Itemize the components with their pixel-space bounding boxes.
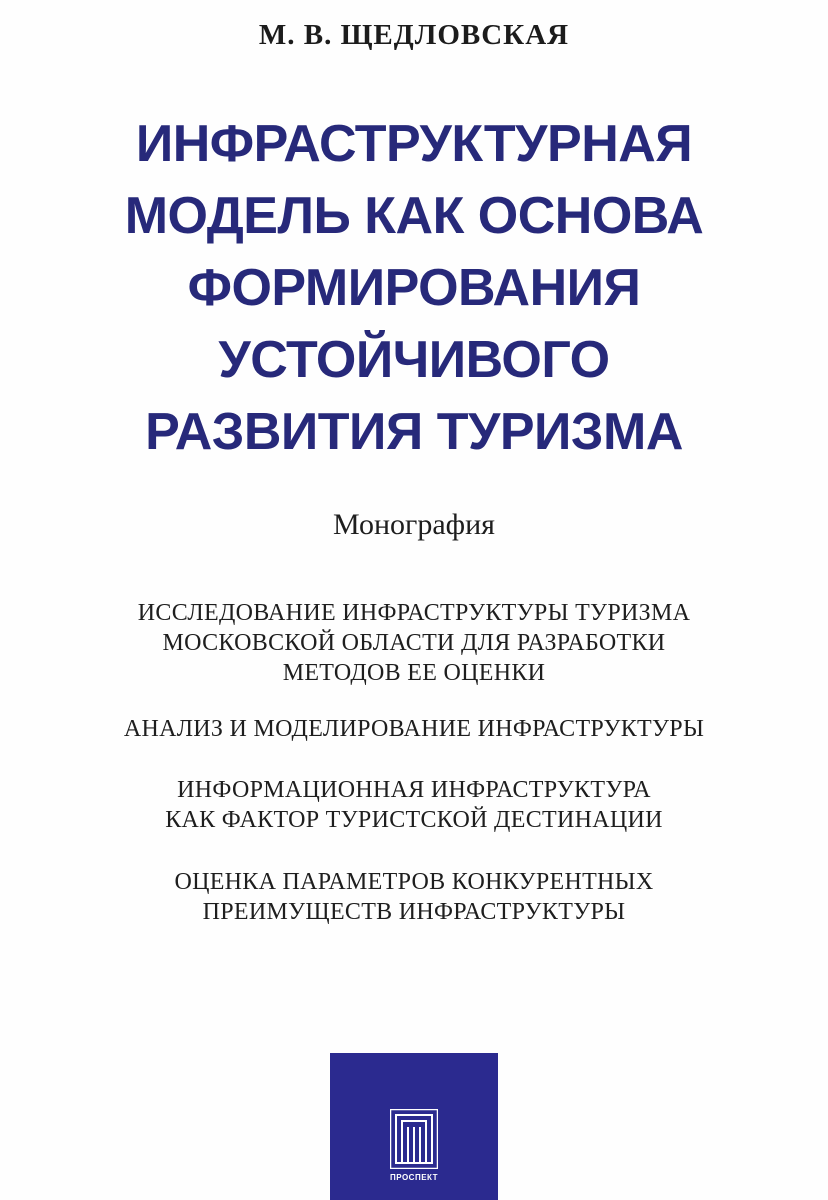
author-name: М. В. ЩЕДЛОВСКАЯ <box>258 19 570 51</box>
title-line: РАЗВИТИЯ ТУРИЗМА <box>145 403 683 461</box>
publisher-name: ПРОСПЕКТ <box>389 1173 439 1182</box>
genre-label: Монография <box>333 508 495 541</box>
topic-item <box>0 598 828 688</box>
publisher-block <box>330 1053 498 1200</box>
topic-item <box>0 775 828 835</box>
title-line: МОДЕЛЬ КАК ОСНОВА <box>124 187 704 245</box>
topic-line: ИНФОРМАЦИОННАЯ ИНФРАСТРУКТУРА <box>177 777 651 803</box>
topic-item <box>0 867 828 927</box>
topic-line: КАК ФАКТОР ТУРИСТСКОЙ ДЕСТИНАЦИИ <box>165 807 663 833</box>
title-line: ФОРМИРОВАНИЯ <box>187 259 641 317</box>
topic-line: МЕТОДОВ ЕЕ ОЦЕНКИ <box>282 660 546 686</box>
topic-line: АНАЛИЗ И МОДЕЛИРОВАНИЕ ИНФРАСТРУКТУРЫ <box>123 716 705 742</box>
topic-item <box>0 714 828 744</box>
topic-line: ИССЛЕДОВАНИЕ ИНФРАСТРУКТУРЫ ТУРИЗМА <box>137 600 691 626</box>
topic-line: МОСКОВСКОЙ ОБЛАСТИ ДЛЯ РАЗРАБОТКИ <box>162 630 666 656</box>
building-columns-icon <box>390 1109 438 1169</box>
topic-line: ОЦЕНКА ПАРАМЕТРОВ КОНКУРЕНТНЫХ <box>174 869 654 895</box>
title-line: УСТОЙЧИВОГО <box>218 331 610 389</box>
topic-line: ПРЕИМУЩЕСТВ ИНФРАСТРУКТУРЫ <box>202 899 626 925</box>
title-line: ИНФРАСТРУКТУРНАЯ <box>135 115 693 173</box>
book-title <box>0 108 828 468</box>
